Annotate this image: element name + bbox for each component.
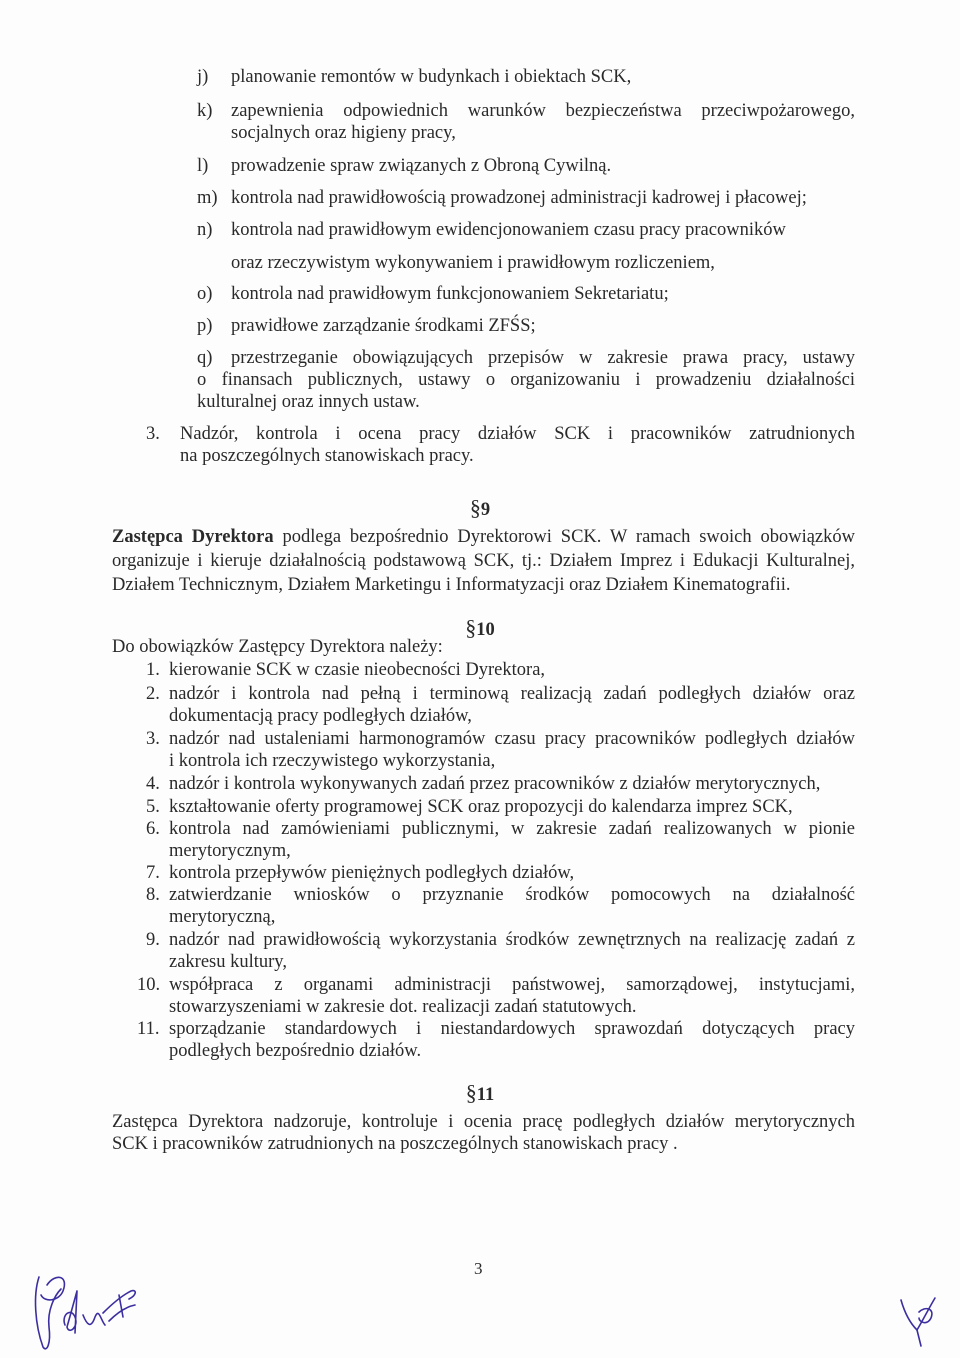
item-text: zapewnienia odpowiednich warunków bezpieczeństwa przeciwpożarowego, xyxy=(231,101,855,121)
item-label: l) xyxy=(197,156,209,176)
item-label: n) xyxy=(197,220,213,240)
section-symbol: § xyxy=(469,495,481,520)
section-heading xyxy=(440,1080,520,1106)
item-label: 3. xyxy=(146,729,160,749)
item-text: na poszczególnych stanowiskach pracy. xyxy=(180,446,474,466)
item-text: podległych bezpośrednio działów. xyxy=(169,1041,422,1061)
item-text: zatwierdzanie wniosków o przyznanie środków pomocowych na działalność xyxy=(169,885,855,905)
section-heading xyxy=(440,495,520,521)
section-number: 10 xyxy=(476,620,495,640)
paragraph-intro: Do obowiązków Zastępcy Dyrektora należy: xyxy=(112,637,443,657)
paragraph-line: Zastępca Dyrektora nadzoruje, kontroluje i ocenia pracę podległych działów merytorycznych xyxy=(112,1112,855,1132)
section-number: 11 xyxy=(476,1085,495,1105)
paragraph-text: podlega bezpośrednio Dyrektorowi SCK. W ramach swoich obowiązków xyxy=(273,527,855,547)
item-text: kontrola nad prawidłowym ewidencjonowaniem czasu pracy pracowników xyxy=(231,220,786,240)
item-label: 10. xyxy=(137,975,161,995)
paragraph-line: SCK i pracowników zatrudnionych na poszczególnych stanowiskach pracy . xyxy=(112,1134,678,1154)
item-text: dokumentacją pracy podległych działów, xyxy=(169,706,472,726)
item-text: Nadzór, kontrola i ocena pracy działów SCK i pracowników zatrudnionych xyxy=(180,424,855,444)
section-symbol: § xyxy=(465,615,477,640)
item-label: 7. xyxy=(146,863,160,883)
page-number: 3 xyxy=(474,1259,483,1278)
paragraph-line: Działem Technicznym, Działem Marketingu i Informatyzacji oraz Działem Kinematografii. xyxy=(112,575,791,595)
bold-lead: Zastępca Dyrektora xyxy=(112,527,274,547)
item-text: nadzór i kontrola wykonywanych zadań przez pracowników z działów merytorycznych, xyxy=(169,774,821,794)
item-text: kontrola nad zamówieniami publicznymi, w zakresie zadań realizowanych w pionie xyxy=(169,819,855,839)
item-label: 11. xyxy=(137,1019,160,1039)
item-label: m) xyxy=(197,188,218,208)
signature-left xyxy=(25,1255,155,1355)
item-label: 6. xyxy=(146,819,160,839)
item-text: przestrzeganie obowiązujących przepisów w zakresie prawa pracy, ustawy xyxy=(231,348,855,368)
item-text: prawidłowe zarządzanie środkami ZFŚS; xyxy=(231,316,536,336)
item-text: nadzór nad ustaleniami harmonogramów czasu pracy pracowników podległych działów xyxy=(169,729,855,749)
item-text: socjalnych oraz higieny pracy, xyxy=(231,123,456,143)
item-text: i kontrola ich rzeczywistego wykorzystania, xyxy=(169,751,496,771)
item-label: q) xyxy=(197,348,213,368)
item-label: 5. xyxy=(146,797,160,817)
item-text: kierowanie SCK w czasie nieobecności Dyrektora, xyxy=(169,660,546,680)
item-text: nadzór i kontrola nad pełną i terminową realizacją zadań podległych działów oraz xyxy=(169,684,855,704)
item-text: nadzór nad prawidłowością wykorzystania środków zewnętrznych na realizację zadań z xyxy=(169,930,855,950)
item-text: sporządzanie standardowych i niestandardowych sprawozdań dotyczących pracy xyxy=(169,1019,855,1039)
item-text: współpraca z organami administracji państwowej, samorządowej, instytucjami, xyxy=(169,975,855,995)
paragraph-line xyxy=(112,526,855,548)
item-text: kontrola przepływów pieniężnych podległych działów, xyxy=(169,863,575,883)
item-text: oraz rzeczywistym wykonywaniem i prawidłowym rozliczeniem, xyxy=(231,253,715,273)
item-text: merytoryczną, xyxy=(169,907,276,927)
item-label: o) xyxy=(197,284,213,304)
item-label: 4. xyxy=(146,774,160,794)
item-text: o finansach publicznych, ustawy o organizowaniu i prowadzeniu działalności xyxy=(197,370,855,390)
item-label: 1. xyxy=(146,660,160,680)
item-text: zakresu kultury, xyxy=(169,952,287,972)
section-heading xyxy=(440,615,520,641)
item-text: stowarzyszeniami w zakresie dot. realizacji zadań statutowych. xyxy=(169,997,637,1017)
section-symbol: § xyxy=(465,1080,477,1105)
item-label: 2. xyxy=(146,684,160,704)
item-text: merytorycznym, xyxy=(169,841,291,861)
item-label: 3. xyxy=(146,424,160,444)
item-text: kształtowanie oferty programowej SCK oraz propozycji do kalendarza imprez SCK, xyxy=(169,797,793,817)
paragraph-line: organizuje i kieruje działalnością podstawową SCK, tj.: Działem Imprez i Edukacji Kulturalnej, xyxy=(112,551,855,571)
item-label: p) xyxy=(197,316,213,336)
item-text: kontrola nad prawidłowością prowadzonej administracji kadrowej i płacowej; xyxy=(231,188,807,208)
signature-right xyxy=(895,1290,945,1350)
item-text: planowanie remontów w budynkach i obiektach SCK, xyxy=(231,67,632,87)
item-text: prowadzenie spraw związanych z Obroną Cywilną. xyxy=(231,156,612,176)
item-label: 8. xyxy=(146,885,160,905)
item-label: k) xyxy=(197,101,213,121)
item-text: kontrola nad prawidłowym funkcjonowaniem Sekretariatu; xyxy=(231,284,669,304)
item-label: 9. xyxy=(146,930,160,950)
item-label: j) xyxy=(197,67,209,87)
section-number: 9 xyxy=(480,500,491,520)
item-text: kulturalnej oraz innych ustaw. xyxy=(197,392,420,412)
